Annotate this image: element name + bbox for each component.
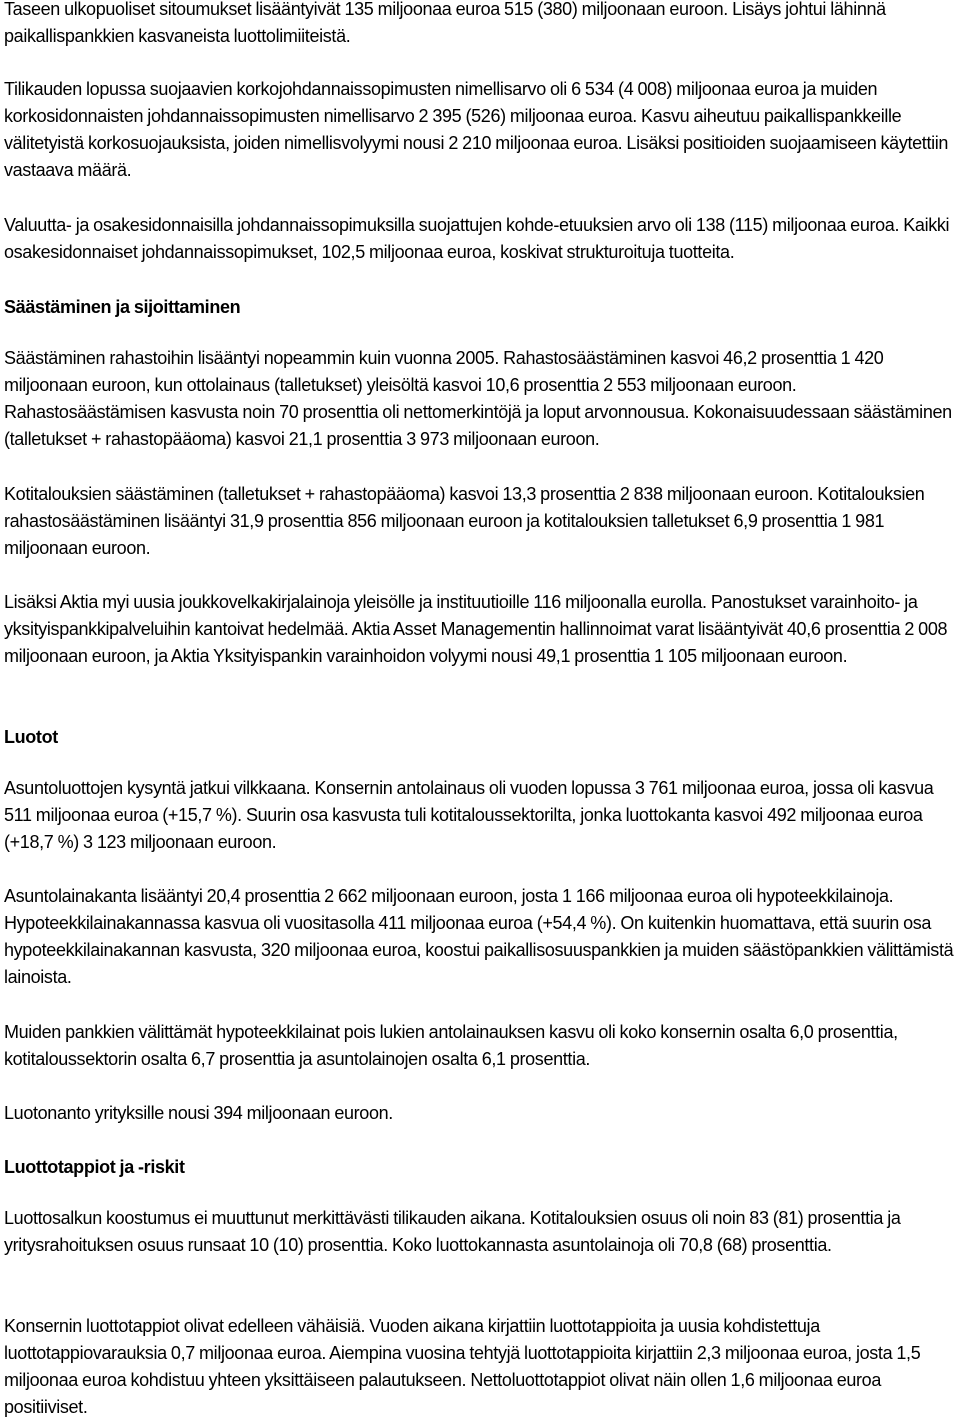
- heading-credit-losses-risks: Luottotappiot ja -riskit: [4, 1157, 185, 1177]
- paragraph-household-savings: Kotitalouksien säästäminen (talletukset + rahastopääoma) kasvoi 13,3 prosenttia 2 838 miljoonaan euroon. Kotitalouksien rahastosäästäminen lisääntyi 31,9 prosenttia 856 miljoonaan euroon ja kotitalouksien talletukset 6,9 prosenttia 1 981 miljoonaan euroon.: [4, 484, 925, 558]
- paragraph-corporate-lending: Luotonanto yrityksille nousi 394 miljoonaan euroon.: [4, 1103, 393, 1123]
- paragraph-asset-management: Lisäksi Aktia myi uusia joukkovelkakirjalainoja yleisölle ja instituutioille 116 miljoonalla eurolla. Panostukset varainhoito- ja yksityispankkipalveluihin kantoivat hedelmää. Aktia Asset Managementin hallinnoimat varat lisääntyivät 40,6 prosenttia 2 008 miljoonaan euroon, ja Aktia Yksityispankin varainhoidon volyymi nousi 49,1 prosenttia 1 105 miljoonaan euroon.: [4, 592, 948, 666]
- paragraph-housing-loan-stock: Asuntolainakanta lisääntyi 20,4 prosenttia 2 662 miljoonaan euroon, josta 1 166 miljoonaa euroa oli hypoteekkilainoja. Hypoteekkilainakannassa kasvua oli vuositasolla 411 miljoonaa euroa (+54,4 %). On kuitenkin huomattava, että suurin osa hypoteekkilainakannan kasvusta, 320 miljoonaa euroa, koostui paikallisosuuspankkien ja muiden säästöpankkien välittämistä lainoista.: [4, 886, 954, 987]
- paragraph-interest-rate-derivatives: Tilikauden lopussa suojaavien korkojohdannaissopimusten nimellisarvo oli 6 534 (4 008) miljoonaa euroa ja muiden korkosidonnaisten johdannaissopimusten nimellisarvo 2 395 (526) miljoonaa euroa. Kasvu aiheutuu paikallispankkeille välitetyistä korkosuojauksista, joiden nimellisvolyymi nousi 2 210 miljoonaa euroa. Lisäksi positioiden suojaamiseen käytettiin vastaava määrä.: [4, 79, 949, 180]
- paragraph-currency-equity-derivatives: Valuutta- ja osakesidonnaisilla johdannaissopimuksilla suojattujen kohde-etuuksien arvo oli 138 (115) miljoonaa euroa. Kaikki osakesidonnaiset johdannaissopimukset, 102,5 miljoonaa euroa, koskivat strukturoituja tuotteita.: [4, 215, 950, 262]
- paragraph-fund-savings: Säästäminen rahastoihin lisääntyi nopeammin kuin vuonna 2005. Rahastosäästäminen kasvoi 46,2 prosenttia 1 420 miljoonaan euroon, kun ottolainaus (talletukset) yleisöltä kasvoi 10,6 prosenttia 2 553 miljoonaan euroon. Rahastosäästämisen kasvusta noin 70 prosenttia oli nettomerkintöjä ja loput arvonnousua. Kokonaisuudessaan säästäminen (talletukset + rahastopääoma) kasvoi 21,1 prosenttia 3 973 miljoonaan euroon.: [4, 348, 952, 449]
- heading-saving-investing: Säästäminen ja sijoittaminen: [4, 297, 241, 317]
- paragraph-other-bank-mortgages: Muiden pankkien välittämät hypoteekkilainat pois lukien antolainauksen kasvu oli koko konsernin osalta 6,0 prosenttia, kotitaloussektorin osalta 6,7 prosenttia ja asuntolainojen osalta 6,1 prosenttia.: [4, 1022, 898, 1069]
- paragraph-loan-portfolio: Luottosalkun koostumus ei muuttunut merkittävästi tilikauden aikana. Kotitalouksien osuus oli noin 83 (81) prosenttia ja yritysrahoituksen osuus runsaat 10 (10) prosenttia. Koko luottokannasta asuntolainoja oli 70,8 (68) prosenttia.: [4, 1208, 901, 1255]
- paragraph-off-balance-commitments: Taseen ulkopuoliset sitoumukset lisääntyivät 135 miljoonaa euroa 515 (380) miljoonaan euroon. Lisäys johtui lähinnä paikallispankkien kasvaneista luottolimiiteistä.: [4, 0, 886, 46]
- heading-loans: Luotot: [4, 727, 58, 747]
- paragraph-mortgage-demand: Asuntoluottojen kysyntä jatkui vilkkaana. Konsernin antolainaus oli vuoden lopussa 3 761 miljoonaa euroa, jossa oli kasvua 511 miljoonaa euroa (+15,7 %). Suurin osa kasvusta tuli kotitaloussektorilta, jonka luottokanta kasvoi 492 miljoonaa euroa (+18,7 %) 3 123 miljoonaan euroon.: [4, 778, 934, 852]
- paragraph-credit-losses: Konsernin luottotappiot olivat edelleen vähäisiä. Vuoden aikana kirjattiin luottotappioita ja uusia kohdistettuja luottotappiovarauksia 0,7 miljoonaa euroa. Aiempina vuosina tehtyjä luottotappioita kirjattiin 2,3 miljoonaa euroa, josta 1,5 miljoonaa euroa kohdistuu yhteen yksittäiseen palautukseen. Nettoluottotappiot olivat näin ollen 1,6 miljoonaa euroa positiiviset.: [4, 1316, 921, 1417]
